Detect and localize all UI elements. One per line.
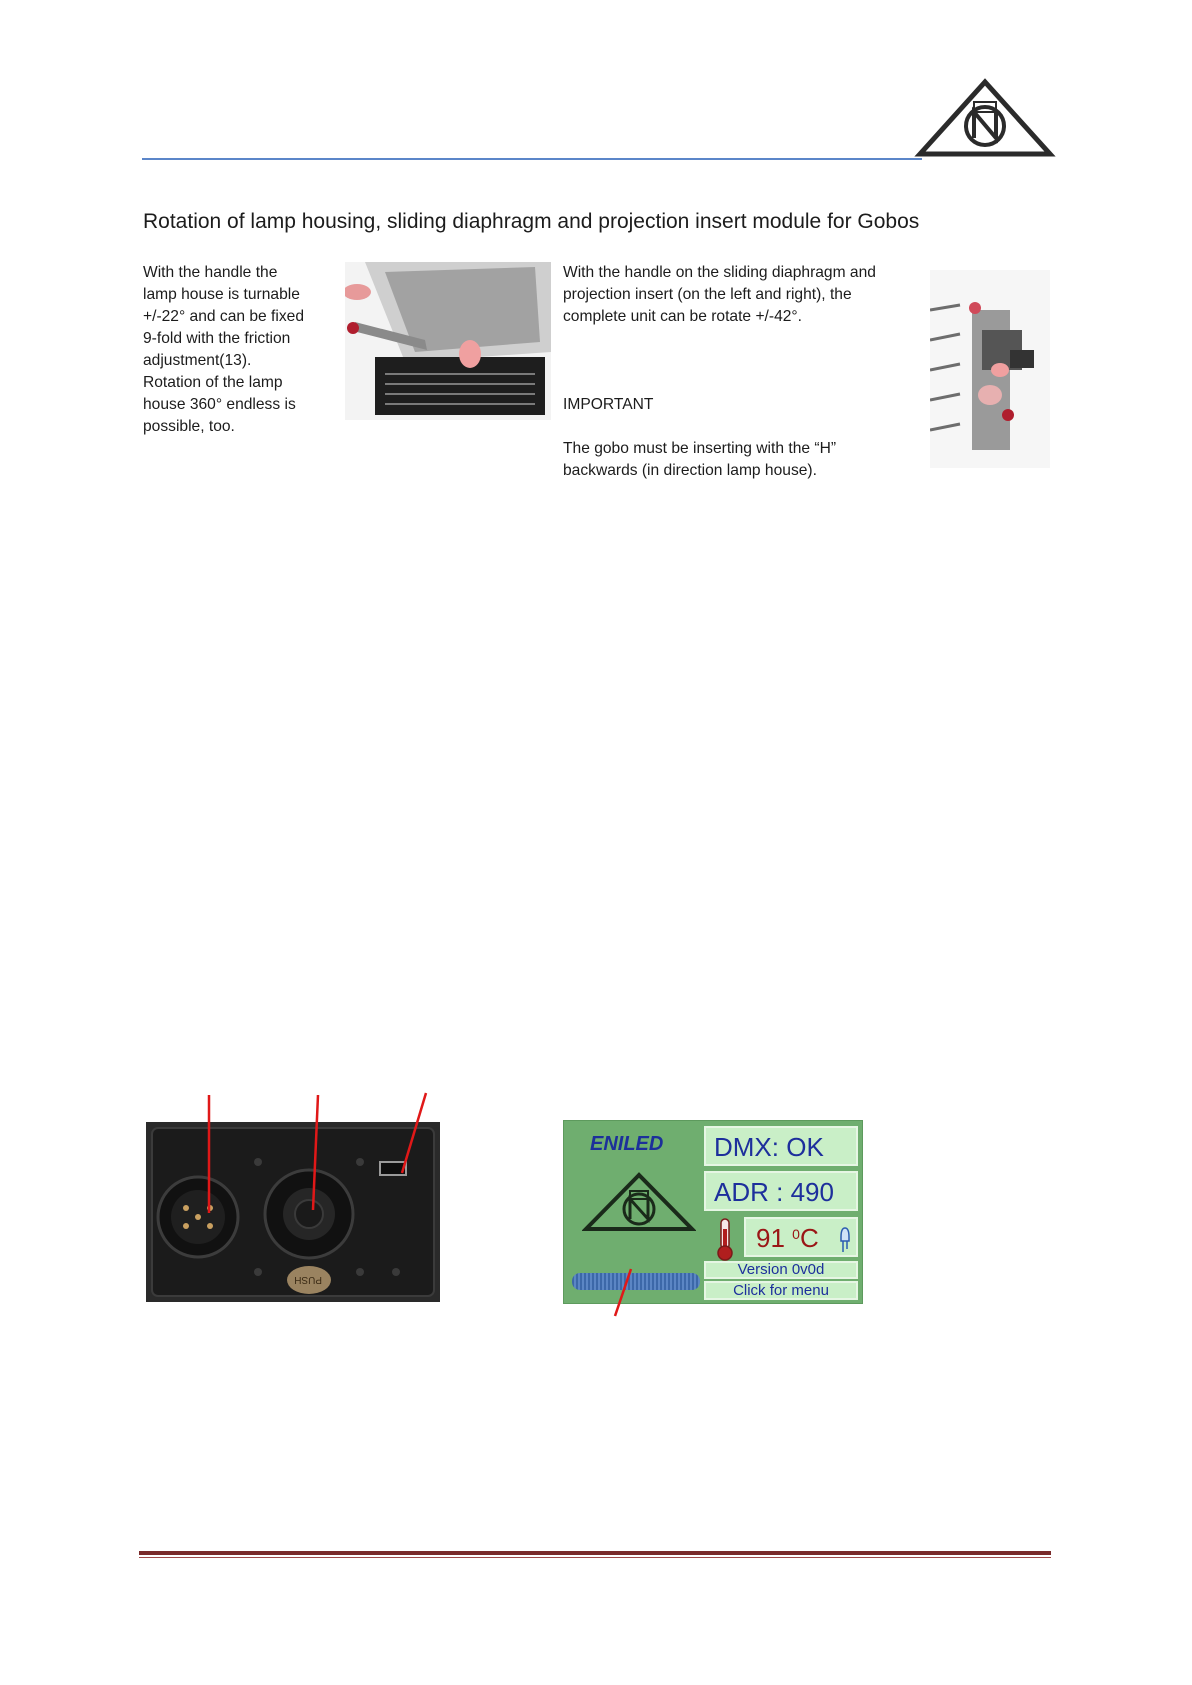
pointer-lines — [140, 1088, 440, 1228]
footer-rule-thin — [139, 1557, 1051, 1558]
lamp-house-photo — [345, 262, 551, 420]
page-title: Rotation of lamp housing, sliding diaphragm and projection insert module for Gobos — [143, 210, 920, 233]
pointer-line-xlr-female — [313, 1095, 318, 1210]
thermometer-icon — [714, 1217, 736, 1261]
dmx-status: DMX: OK — [704, 1126, 858, 1166]
temperature-value: 91 — [756, 1223, 785, 1253]
diaphragm-text: With the handle on the sliding diaphragm and projection insert (on the left and right), the complete unit can be rotate +/-42°. — [563, 264, 876, 325]
svg-text:PUSH: PUSH — [294, 1274, 322, 1285]
header-logo — [912, 76, 1058, 158]
temperature-unit: C — [799, 1223, 819, 1253]
led-icon — [838, 1225, 852, 1253]
status-bar — [572, 1273, 700, 1290]
dmx-address: ADR : 490 — [704, 1171, 858, 1211]
header-rule — [142, 158, 922, 160]
important-text: The gobo must be inserting with the “H” backwards (in direction lamp house). — [563, 440, 837, 479]
temperature-degree: 0 — [792, 1226, 800, 1242]
lcd-brand: ENILED — [590, 1133, 664, 1155]
lcd-logo — [582, 1171, 696, 1233]
pointer-line-usb — [402, 1093, 426, 1173]
important-note — [563, 372, 923, 504]
pointer-line-status-bar — [605, 1266, 635, 1318]
important-heading: IMPORTANT — [563, 396, 654, 413]
diaphragm-photo — [930, 270, 1050, 468]
menu-button[interactable]: Click for menu — [704, 1281, 858, 1300]
lamp-house-text: With the handle the lamp house is turnable +/-22° and can be fixed 9-fold with the friction adjustment(13). Rotation of the lamp house 360° endless is possible, too. — [143, 264, 304, 435]
footer-rule — [139, 1551, 1051, 1555]
firmware-version: Version 0v0d — [704, 1261, 858, 1279]
